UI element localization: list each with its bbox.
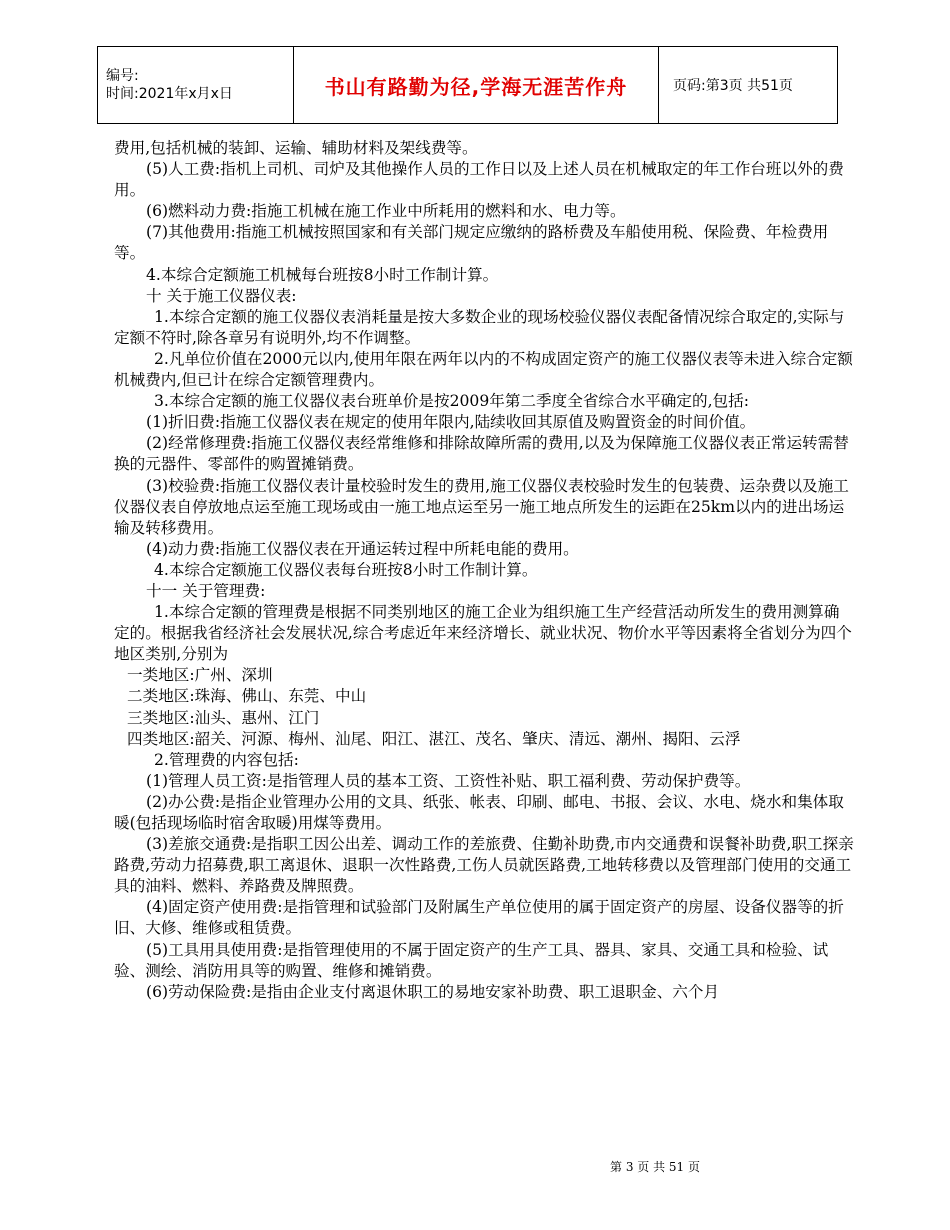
document-time-label: 时间:2021年x月x日 <box>106 86 233 102</box>
paragraph: 费用,包括机械的装卸、运输、辅助材料及架线费等。 <box>114 139 478 157</box>
document-number-label: 编号: <box>106 68 139 84</box>
paragraph: (3)校验费:指施工仪器仪表计量校验时发生的费用,施工仪器仪表校验时发生的包装费、运杂费以及施工仪器仪表自停放地点运至施工现场或由一施工地点运至另一施工地点所发生的运距在25km以内的进出场运输及转移费用。 <box>114 476 849 537</box>
paragraph: 四类地区:韶关、河源、梅州、汕尾、阳江、湛江、茂名、肇庆、清远、潮州、揭阳、云浮 <box>127 729 741 748</box>
paragraph: (5)工具用具使用费:是指管理使用的不属于固定资产的生产工具、器具、家具、交通工具和检验、试验、测绘、消防用具等的购置、维修和摊销费。 <box>114 940 829 980</box>
document-header <box>97 46 838 124</box>
paragraph: 4.本综合定额施工仪器仪表每台班按8小时工作制计算。 <box>154 560 538 579</box>
paragraph: 2.凡单位价值在2000元以内,使用年限在两年以内的不构成固定资产的施工仪器仪表等未进入综合定额机械费内,但已计在综合定额管理费内。 <box>114 349 853 390</box>
page-footer: 第 3 页 共 51 页 <box>610 1160 700 1174</box>
header-meta <box>98 47 294 124</box>
paragraph: (6)劳动保险费:是指由企业支付离退休职工的易地安家补助费、职工退职金、六个月 <box>146 982 720 1001</box>
paragraph: 十一 关于管理费: <box>146 581 266 600</box>
paragraph: (1)管理人员工资:是指管理人员的基本工资、工资性补贴、职工福利费、劳动保护费等。 <box>146 771 751 790</box>
paragraph: (3)差旅交通费:是指职工因公出差、调动工作的差旅费、住勤补助费,市内交通费和误餐补助费,职工探亲路费,劳动力招募费,职工离退休、退职一次性路费,工伤人员就医路费,工地转移费以及管理部门使用的交通工具的油料、燃料、养路费及牌照费。 <box>114 835 854 896</box>
paragraph: (4)动力费:指施工仪器仪表在开通运转过程中所耗电能的费用。 <box>146 539 579 558</box>
paragraph: (2)办公费:是指企业管理办公用的文具、纸张、帐表、印刷、邮电、书报、会议、水电、烧水和集体取暖(包括现场临时宿舍取暖)用煤等费用。 <box>114 792 844 832</box>
paragraph: (4)固定资产使用费:是指管理和试验部门及附属生产单位使用的属于固定资产的房屋、设备仪器等的折旧、大修、维修或租赁费。 <box>114 898 844 938</box>
paragraph: (6)燃料动力费:指施工机械在施工作业中所耗用的燃料和水、电力等。 <box>146 202 626 221</box>
paragraph: 1.本综合定额的管理费是根据不同类别地区的施工企业为组织施工生产经营活动所发生的费用测算确定的。根据我省经济社会发展状况,综合考虑近年来经济增长、就业状况、物价水平等因素将全省划分为四个地区类别,分别为 <box>114 603 852 664</box>
paragraph: 1.本综合定额的施工仪器仪表消耗量是按大多数企业的现场校验仪器仪表配备情况综合取定的,实际与定额不符时,除各章另有说明外,均不作调整。 <box>114 307 845 347</box>
header-page-number: 页码:第3页 共51页 <box>659 47 838 124</box>
paragraph: 十 关于施工仪器仪表: <box>146 286 297 305</box>
paragraph: 4.本综合定额施工机械每台班按8小时工作制计算。 <box>146 265 499 284</box>
paragraph: (1)折旧费:指施工仪器仪表在规定的使用年限内,陆续收回其原值及购置资金的时间价值。 <box>146 413 756 432</box>
paragraph: 一类地区:广州、深圳 <box>127 666 273 685</box>
paragraph: (2)经常修理费:指施工仪器仪表经常维修和排除故障所需的费用,以及为保障施工仪器仪表正常运转需替换的元器件、零部件的购置摊销费。 <box>114 434 849 474</box>
paragraph: (5)人工费:指机上司机、司炉及其他操作人员的工作日以及上述人员在机械取定的年工作台班以外的费用。 <box>114 160 844 200</box>
paragraph: (7)其他费用:指施工机械按照国家和有关部门规定应缴纳的路桥费及车船使用税、保险费、年检费用等。 <box>114 223 829 263</box>
paragraph: 2.管理费的内容包括: <box>154 750 299 769</box>
paragraph: 二类地区:珠海、佛山、东莞、中山 <box>127 687 367 706</box>
paragraph: 3.本综合定额的施工仪器仪表台班单价是按2009年第二季度全省综合水平确定的,包括: <box>154 392 749 411</box>
paragraph: 三类地区:汕头、惠州、江门 <box>127 708 320 727</box>
document-body <box>114 138 854 1003</box>
header-slogan: 书山有路勤为径,学海无涯苦作舟 <box>294 47 659 124</box>
